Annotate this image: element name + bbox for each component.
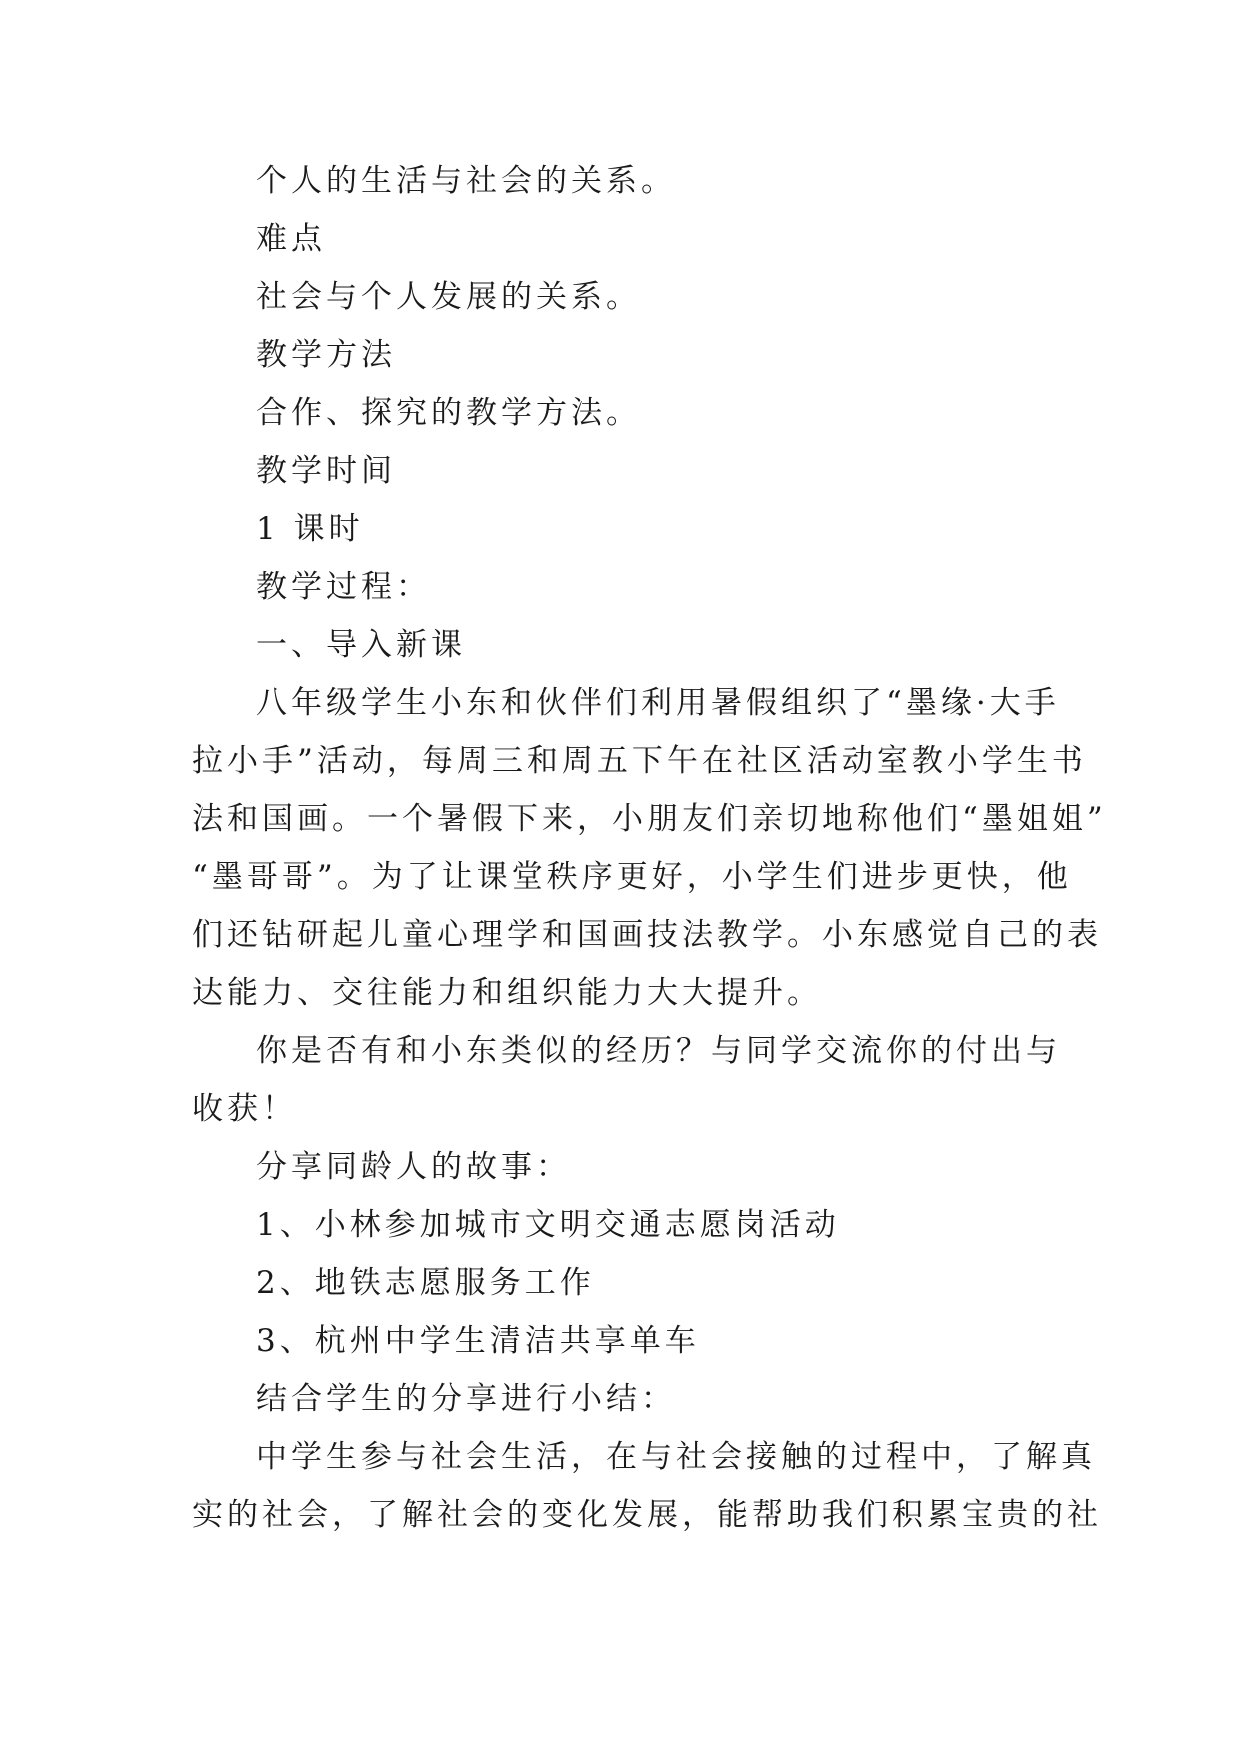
paragraph-line: 们还钻研起儿童心理学和国画技法教学。小东感觉自己的表 [192,917,1102,953]
paragraph-line: 达能力、交往能力和组织能力大大提升。 [192,975,822,1011]
section-heading-time: 教学时间 [256,453,396,489]
paragraph-line: 中学生参与社会生活，在与社会接触的过程中，了解真 [256,1439,1096,1475]
paragraph-line: “墨哥哥”。为了让课堂秩序更好，小学生们进步更快，他 [192,859,1072,895]
paragraph-line: 合作、探究的教学方法。 [256,395,641,431]
paragraph-line: 结合学生的分享进行小结： [256,1381,676,1417]
paragraph-line: 实的社会，了解社会的变化发展，能帮助我们积累宝贵的社 [192,1497,1102,1533]
section-heading-process: 教学过程： [256,569,431,605]
list-item: 3、杭州中学生清洁共享单车 [256,1323,700,1359]
section-heading-difficulty: 难点 [256,221,326,257]
section-heading-method: 教学方法 [256,337,396,373]
paragraph-line: 拉小手”活动，每周三和周五下午在社区活动室教小学生书 [192,743,1087,779]
paragraph-line: 社会与个人发展的关系。 [256,279,641,315]
list-item: 1、小林参加城市文明交通志愿岗活动 [256,1207,840,1243]
paragraph-line: 分享同龄人的故事： [256,1149,571,1185]
subsection-heading: 一、导入新课 [256,627,466,663]
list-item: 2、地铁志愿服务工作 [256,1265,595,1301]
document-body [192,152,1107,1544]
paragraph-line: 你是否有和小东类似的经历？与同学交流你的付出与 [256,1033,1061,1069]
paragraph-line: 八年级学生小东和伙伴们利用暑假组织了“墨缘·大手 [256,685,1060,721]
paragraph-line: 1 课时 [256,511,364,547]
paragraph-line: 收获！ [192,1091,297,1127]
paragraph-line: 法和国画。一个暑假下来，小朋友们亲切地称他们“墨姐姐” [192,801,1107,837]
paragraph-line: 个人的生活与社会的关系。 [256,163,676,199]
